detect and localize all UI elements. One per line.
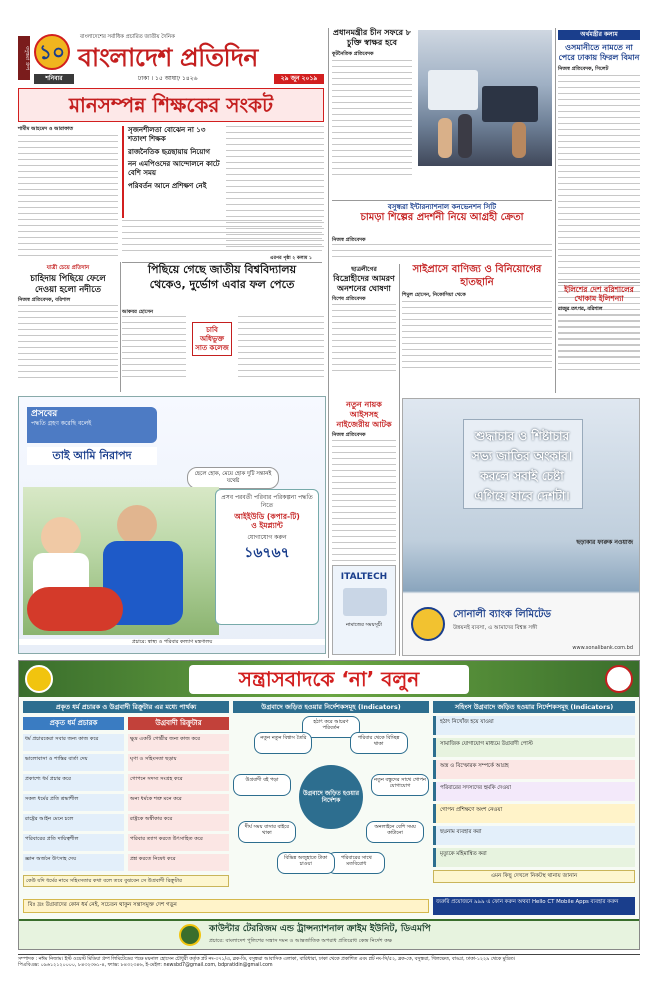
dmp-banner-text: সন্ত্রাসবাদকে ‘না’ বলুন [189,665,469,694]
dmp-bottom-note-text: বিঃ দ্রঃ উগ্রবাদের কোন ধর্ম নেই, সচেতন থাকুন সন্ত্রাসমুক্ত দেশ গড়ুন [28,902,177,908]
masthead [18,32,324,84]
dmp-col1-b: উগ্রবাদী রিক্রুটার [128,717,229,730]
dmp-hotline [433,897,635,915]
dmp-col2-item: বিভিন্ন অজুহাতে টাকা চাওয়া [277,852,335,874]
dmp-col2-center-text: উগ্রবাদে জড়িত হওয়ার নির্দেশক [303,789,360,804]
expo-body [332,244,552,264]
date-badge: ২৯ জুন ২০১৯ [274,74,324,84]
kolam-heading: ওসমানীতে নামতে না পেরে ঢাকায় ফিরল বিমান [558,42,640,62]
dmp-org: কাউন্টার টেররিজম এন্ড ট্রান্সন্যাশনাল ক্রাইম ইউনিট, ডিএমপি [209,924,431,934]
ad-photo [23,487,219,635]
dmp-col1-row [23,754,229,771]
main-headline-bar [18,88,324,122]
nayak-story [332,400,396,565]
ad-hotline: ১৬৭৬৭ [244,545,290,562]
rule-3 [120,262,121,392]
ad-tag [27,407,157,443]
kolam-label: অর্থমন্ত্রীর কলাম [558,30,640,40]
university-headline-2: থেকেও, দুর্ভোগ এবার ফল পেতে [149,277,295,291]
dmp-col2-item: অনলাইনে বেশি সময় কাটানো [366,821,424,843]
dmp-col2-title: উগ্রবাদে জড়িত হওয়ার নির্দেশকসমূহ (Indicators) [233,701,429,713]
university-box-text: চাবি অধিভুক্ত সাত কলেজ [195,326,229,352]
dmp-ad [18,660,640,950]
dateline: ঢাকা । ১৫ আষাঢ় ১৪২৬ [138,75,198,82]
dmp-col2-item: পরিবারের সাথে মতবিরোধ [327,852,385,874]
ad-bubble: ছেলে হোক, মেয়ে হোক দুটি সন্তানই যথেষ্ট [187,467,279,489]
dmp-col1-cell-a: প্রকাশ্যে ধর্ম প্রচার করে [23,774,124,791]
dmp-col2-item: নতুন নতুন বিশ্বাস তৈরি [254,732,312,754]
newspaper-title: বাংলাদেশ প্রতিদিন [78,43,258,72]
dmp-bottom-note [23,899,429,913]
dmp-col2-item: দীর্ঘ সময় বাসার বাইরে থাকা [238,821,296,843]
family-planning-ad [18,396,326,654]
rule-4 [399,264,400,656]
dmp-col3-item: অস্ত্র ও বিস্ফোরক সম্পর্কে আগ্রহ [433,760,635,779]
dmp-col1 [23,701,229,897]
dmp-col1-cell-b: ঘৃণা ও সহিংসতা ছড়ায় [128,754,229,771]
boat-story [18,265,118,390]
main-headline: মানসম্পন্ন শিক্ষকের সংকট [68,93,274,117]
dmp-col2-item: পরিবার থেকে বিচ্ছিন্ন থাকা [350,732,408,754]
imprint-line2: পিএবিএক্স: ০৯৬১২১২০০০০, ৮৪৩২৩৬১-৪, ফ্যাক্স: ৮৪৩২৩৪৬, ই-মেইল: newsbd7@gmail.com, bdpratidin@gmail.com [18,963,273,969]
dmp-col1-a: প্রকৃত ধর্ম প্রচারক [23,717,124,730]
expo-reporter: নিজস্ব প্রতিবেদক [332,237,366,243]
dmp-col1-row [23,794,229,811]
ad-card-line3: ও ইমপ্ল্যান্ট [251,521,283,531]
china-headline: প্রধানমন্ত্রীর চীন সফরে ৮ চুক্তি স্বাক্ষর হবে [333,28,411,47]
expo-kicker: বসুন্ধরা ইন্টারন্যাশনাল কনভেনশন সিটি [387,203,497,211]
sonali-ad [402,398,640,656]
ad-footer: প্রচারে: স্বাস্থ্য ও পরিবার কল্যাণ মন্ত্রণালয় [19,639,325,645]
italtech-ad [332,565,396,655]
university-reporter: আকবর হোসেন [122,309,154,315]
cyprus-headline: সাইপ্রাসে বাণিজ্য ও বিনিয়োগের হাতছানি [412,264,542,288]
china-body [332,60,412,175]
dmp-col2-item: হঠাৎ করে আচরণ পরিবর্তন [302,716,360,738]
dmp-col3-items [433,716,635,867]
university-body-1 [122,316,186,386]
university-body-2 [238,316,324,386]
dmp-col1-row [23,854,229,871]
ilish-reporter: রাজুর তৎপর, বরিশাল [558,305,603,312]
dmp-col1-note: কেউ যদি ধর্মের নামে সহিংসতার কথা বলে তবে বুঝবেন সে উগ্রবাদী রিক্রুটার [23,875,229,888]
boat-label: যাত্রী চেয়ে প্রতিদান [46,265,90,271]
bullet-1: সৃজনশীলতা বোঝেন না ১৩ শতাংশ শিক্ষক [128,126,206,143]
dmp-col1-cell-b: প্রশ্ন করতে নিষেধ করে [128,854,229,871]
day-badge: শনিবার [34,74,74,84]
imprint-line1: সম্পাদক : নঈম নিজাম। ইস্ট ওয়েস্ট মিডিয়া গ্রুপ লিমিটেডের পক্ষে ময়নাল হোসেন চৌধুরী কর্তৃক প্লট নং-৩৭১/এ, ব্লক-ডি, বসুন্ধরা আবাসিক এলাকা, বারিধারা, ঢাকা থেকে প্রকাশিত এবং প্লট নং-সি/৫২, ব্লক-কে, বসুন্ধরা, খিলক্ষেত, বাড্ডা, ঢাকা-১২২৯ থেকে মুদ্রিত। [18,957,516,962]
chhatra-kicker: ছাত্রলীগের [351,266,377,273]
dmp-col2 [233,701,429,897]
expo-headline: চামড়া শিল্পের প্রদর্শনী নিয়ে আগ্রহী ক্রেতা [360,211,524,223]
dmp-col1-cell-a: পরিবারের প্রতি দায়িত্বশীল [23,834,124,851]
chhatra-reporter: বিশেষ প্রতিবেদক [332,295,366,302]
dmp-col3-title: সহিংস উগ্রবাদে জড়িত হওয়ার নির্দেশকসমূহ (Indicators) [433,701,635,713]
sonali-credit: ছড়াকার ফারুক নওয়াজ [576,539,633,546]
china-story [332,28,412,198]
dmp-col1-cell-b: ক্ষুদ্র একটি গোষ্ঠীর জন্য কাজ করে [128,734,229,751]
dmp-col3-item: ছদ্মনাম ব্যবহার করা [433,826,635,845]
dmp-col3-item: হঠাৎ নিখোঁজ হয়ে যাওয়া [433,716,635,735]
dmp-col3-item: পরিবারের সদস্যদের হুমকি দেওয়া [433,782,635,801]
nayak-headline: নতুন নায়ক আইসসহ নাইজেরীয় আটক [336,400,392,429]
anniversary-number: ১০ [39,40,65,64]
ilish-story [558,282,640,392]
tagline: বাংলাদেশের সর্বাধিক প্রচারিত জাতীয় দৈনিক [80,34,175,40]
dmp-col1-title: প্রকৃত ধর্ম প্রচারক ও উগ্রবাদী রিক্রুটার এর মধ্যে পার্থক্য [23,701,229,713]
dmp-org-sub: প্রচারে: বাংলাদেশ পুলিশের সন্ত্রাস দমন ও আন্তর্জাতিক অপরাধ প্রতিরোধ কেন্দ্র নির্দেশ কক্ষ [209,938,393,944]
chhatra-story [332,266,396,396]
sonali-slogan-3: করলে সবাই চেষ্টা [480,469,564,483]
expo-photo [418,30,552,166]
dmp-col3-item: সামাজিক যোগাযোগ মাধ্যমে উগ্রবাদী পোস্ট [433,738,635,757]
dmp-col1-cell-b: রাষ্ট্রকে অস্বীকার করে [128,814,229,831]
nayak-reporter: নিজস্ব প্রতিবেদক [332,432,366,438]
dmp-col3-note: এমন কিছু দেখলে নিকটস্থ থানায় জানান [433,870,635,883]
bullet-3: নন এমপিওদের আন্দোলনে কাটে বেশি সময় [128,160,220,177]
ad-card [215,489,319,625]
dmp-hotline-text: জরুরি প্রয়োজনে ৯৯৯ এ ফোন করুন অথবা Hello CT Mobile Apps ব্যবহার করুন [436,899,619,905]
ad-tag-title: প্রসবের [31,409,58,419]
boat-reporter: নিজস্ব প্রতিবেদক, বরিশাল [18,297,71,304]
cyprus-reporter: শিমুল হোসেন, নিকোসিয়া থেকে [402,292,466,298]
dmp-col1-row [23,814,229,831]
ad-subtitle: তাই আমি নিরাপদ [27,447,157,465]
dmp-col1-cell-a: জ্ঞান অর্জনে উৎসাহ দেয় [23,854,124,871]
anniversary-logo [34,34,70,70]
dmp-col1-row [23,834,229,851]
ad-card-line2: আইইউডি (কপার-টি) [234,512,300,521]
dmp-col1-cell-b: পরিবার ত্যাগ করতে উৎসাহিত করে [128,834,229,851]
main-jump: এরপর পৃষ্ঠা ২ কলাম ১ [270,256,312,261]
dmp-col1-cell-a: ভালোবাসা ও শান্তির বার্তা দেয় [23,754,124,771]
sonali-slogan-2: সভ্য জাতির অংকার। [471,449,573,463]
china-reporter: কূটনৈতিক প্রতিবেদক [332,51,374,57]
dmp-col3-item: মৃত্যুকে মহিমান্বিত করা [433,848,635,867]
ilish-headline: ইলিশের দেশ বরিশালের খোকাম ইলিশন্যা [564,285,634,304]
dmp-col1-cell-b: গোপনে সদস্য সংগ্রহ করে [128,774,229,791]
dmp-col1-rows [23,734,229,871]
ad-card-line1: প্রসব পরবর্তী পরিবার পরিকল্পনা পদ্ধতি নিতে [221,494,313,509]
expo-headline-box [332,200,552,236]
dmp-col3 [433,701,635,897]
main-story-col1 [18,126,118,261]
dmp-banner [19,661,639,697]
sonali-logo [411,607,445,641]
rule-2 [555,28,556,393]
cyprus-story [402,264,552,394]
dmp-col1-cell-a: রাষ্ট্রের আইন মেনে চলে [23,814,124,831]
sonali-slogan-1: শুদ্ধাচার ও শিষ্টাচার [474,429,570,443]
italtech-text: নামাজের সময়সূচী [346,622,382,628]
sonali-slogan-4: এগিয়ে যাবে দেশটা। [474,489,570,503]
main-bullets [122,126,220,218]
sonali-url: www.sonalibank.com.bd [572,645,633,651]
imprint [18,954,640,980]
ad-card-line4: যোগাযোগ করুন [247,533,287,541]
dmp-col1-cell-a: ধর্ম প্রচারকেরা সবার জন্য কাজ করে [23,734,124,751]
dmp-col1-cell-a: সকল ধর্মের প্রতি শ্রদ্ধাশীল [23,794,124,811]
boat-headline: চাহিদায় পিছিয়ে ফেলে দেওয়া হলো নদীতে [30,273,106,295]
dmp-col2-item: নতুন বন্ধুদের সাথে গোপন যোগাযোগ [371,774,429,796]
bullet-4: পরিবর্তন আনে প্রশিক্ষণ নেই [128,181,207,190]
dmp-org-bar [19,919,639,949]
ad-tag-line: পদ্ধতি গ্রহণ করেছি বলেই [31,420,92,428]
university-headline-1: পিছিয়ে গেছে জাতীয় বিশ্ববিদ্যালয় [147,263,297,276]
main-byline: শামীম আহমেদ ও আরাফাত [18,126,74,132]
rule-1 [328,28,329,658]
dmp-col2-center [299,765,363,829]
university-box [192,322,232,356]
dmp-col1-row [23,774,229,791]
italtech-brand: ITALTECH [340,572,388,582]
chhatra-headline: বিদ্রোহীদের আমরণ অনশনের ঘোষণা [333,273,395,293]
dmp-col3-item: গোপন প্রশিক্ষণে অংশ নেওয়া [433,804,635,823]
main-story-lower [122,220,322,260]
sonali-bank-tag: উন্নয়নই ব্যবসা, এ আমাদের বিশ্বস্ত সঙ্গী [453,625,538,631]
dmp-col1-row [23,734,229,751]
side-label: বসুন্ধরা গ্রুপ [18,36,30,80]
university-headline [122,262,322,306]
dmp-col1-cell-b: অন্য ধর্মকে শত্রু মনে করে [128,794,229,811]
bullet-2: রাজনৈতিক ছত্রছায়ায় নিয়োগ [128,147,210,156]
dmp-col2-item: উগ্রবাদী বই পড়া [233,774,291,796]
sonali-bank-name: সোনালী ব্যাংক লিমিটেড [453,609,551,620]
kolam-reporter: নিজস্ব প্রতিবেদক, সিলেট [558,65,609,72]
